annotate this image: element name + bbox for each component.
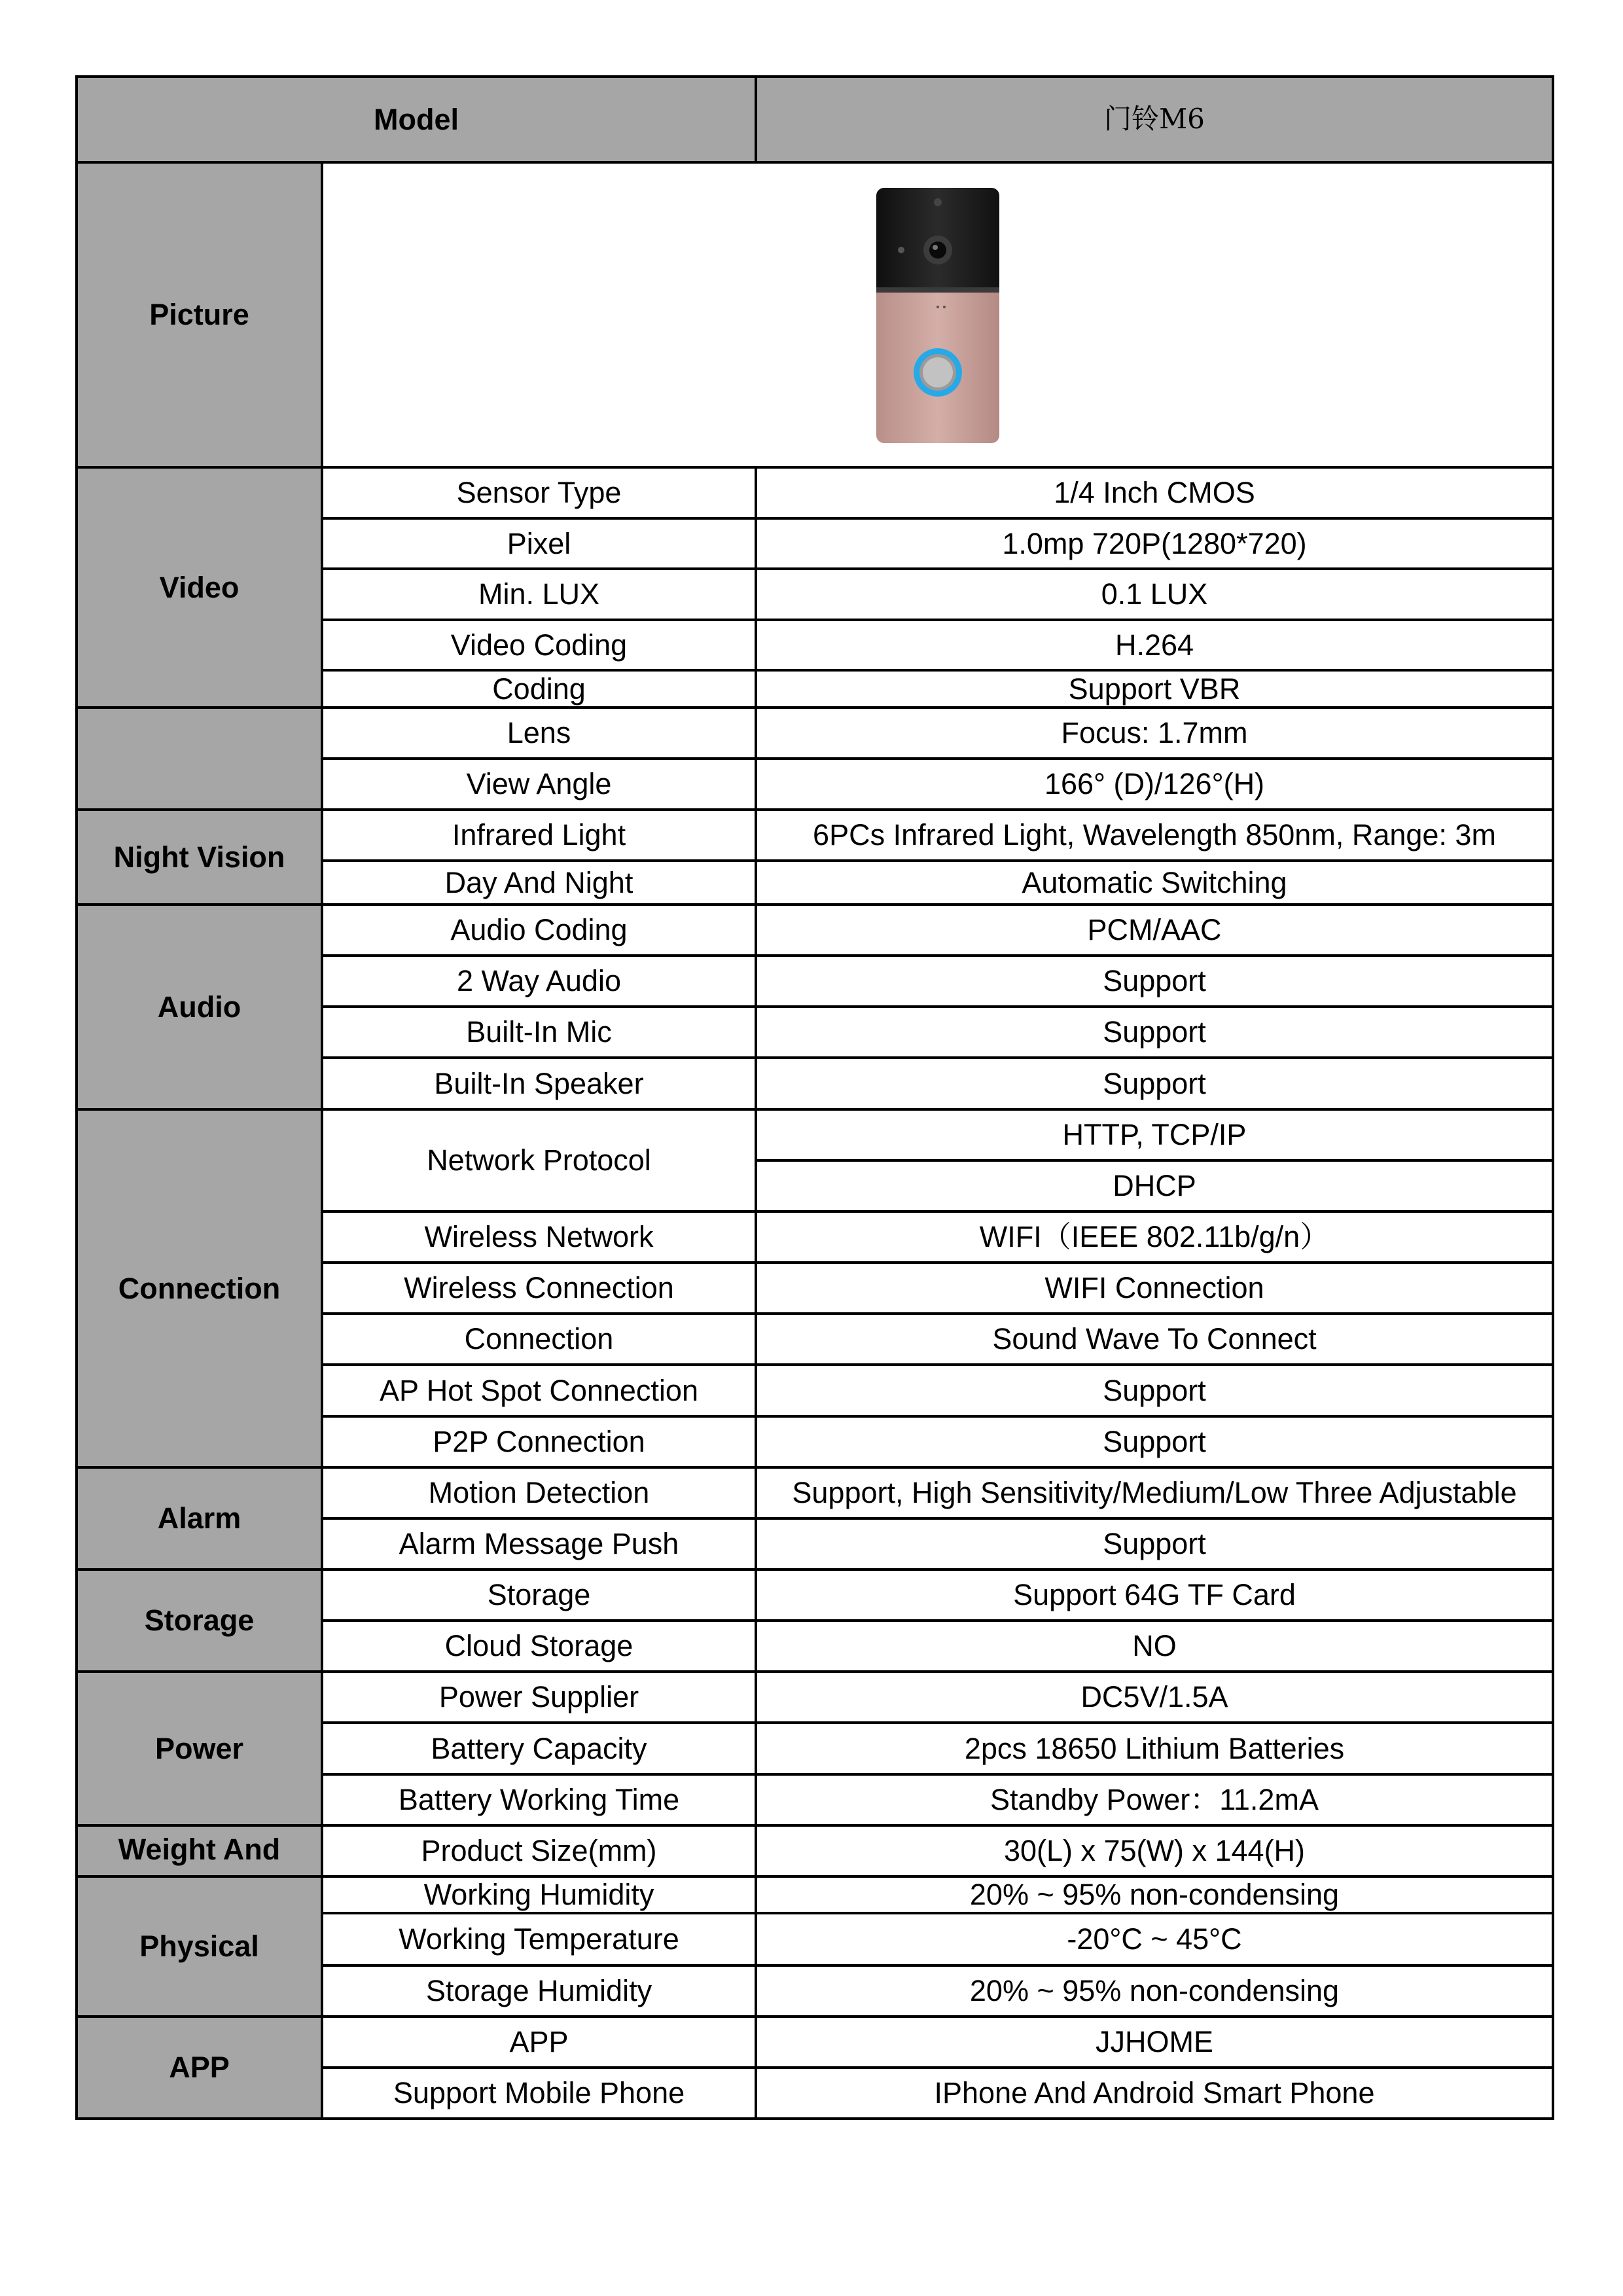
spec-label: Battery Capacity xyxy=(431,1731,647,1765)
grid-line xyxy=(321,2066,1554,2069)
spec-value: DHCP xyxy=(1113,1169,1196,1203)
grid-line xyxy=(321,1005,1554,1008)
spec-value: Support xyxy=(1103,1066,1206,1100)
spec-value: WIFI Connection xyxy=(1044,1271,1264,1305)
grid-line xyxy=(755,75,757,164)
grid-line xyxy=(321,1619,1554,1622)
spec-label: Battery Working Time xyxy=(398,1783,680,1817)
grid-line xyxy=(321,757,1554,760)
spec-value: Support VBR xyxy=(1068,672,1241,706)
spec-value: 20% ~ 95% non-condensing xyxy=(969,1878,1340,1912)
grid-line xyxy=(75,161,1554,164)
category-night-vision: Night Vision xyxy=(77,810,322,905)
spec-label: Network Protocol xyxy=(427,1143,651,1177)
grid-line xyxy=(75,808,1554,811)
spec-label: Audio Coding xyxy=(450,913,628,947)
spec-value: IPhone And Android Smart Phone xyxy=(934,2076,1375,2110)
grid-line xyxy=(321,1721,1554,1724)
category-weight-and-size: Weight And xyxy=(77,1825,322,1876)
spec-value: Automatic Switching xyxy=(1022,865,1287,899)
category-lens xyxy=(77,708,322,810)
grid-line xyxy=(321,1312,1554,1315)
spec-value: NO xyxy=(1132,1629,1177,1663)
grid-line xyxy=(1552,75,1554,2120)
spec-label: Working Humidity xyxy=(423,1878,654,1912)
spec-value: DC5V/1.5A xyxy=(1080,1680,1228,1714)
grid-line xyxy=(321,1912,1554,1914)
spec-value: 2pcs 18650 Lithium Batteries xyxy=(964,1731,1345,1765)
category-storage: Storage xyxy=(77,1570,322,1672)
grid-line xyxy=(321,669,1554,672)
spec-value: H.264 xyxy=(1115,628,1194,662)
spec-label: Coding xyxy=(492,672,586,706)
spec-value: 0.1 LUX xyxy=(1101,577,1208,611)
spec-label: Support Mobile Phone xyxy=(393,2076,685,2110)
grid-line xyxy=(75,1568,1554,1571)
spec-label: Power Supplier xyxy=(438,1680,639,1714)
spec-value: Sound Wave To Connect xyxy=(992,1322,1317,1356)
category-physical: Physical xyxy=(77,1876,322,2017)
category-video: Video xyxy=(77,467,322,708)
spec-label: Storage Humidity xyxy=(425,1974,652,2008)
category-audio: Audio xyxy=(77,905,322,1109)
grid-line xyxy=(75,466,1554,469)
category-connection: Connection xyxy=(77,1109,322,1467)
grid-line xyxy=(75,1875,1554,1878)
grid-line xyxy=(75,75,1554,78)
spec-label: Wireless Connection xyxy=(404,1271,674,1305)
spec-label: View Angle xyxy=(466,767,612,801)
spec-value: PCM/AAC xyxy=(1087,913,1222,947)
spec-label: Sensor Type xyxy=(456,476,622,510)
grid-line xyxy=(321,1773,1554,1776)
spec-label: Motion Detection xyxy=(428,1476,650,1510)
spec-label: Built-In Speaker xyxy=(434,1066,644,1100)
spec-value: Support 64G TF Card xyxy=(1013,1578,1296,1612)
spec-label: Lens xyxy=(507,716,571,750)
spec-value: Support xyxy=(1103,1425,1206,1459)
grid-line xyxy=(755,1159,1554,1162)
grid-line xyxy=(75,706,1554,709)
spec-label: Pixel xyxy=(507,526,571,560)
spec-label: Alarm Message Push xyxy=(399,1527,679,1561)
grid-line xyxy=(755,466,757,2120)
spec-label: Min. LUX xyxy=(478,577,600,611)
category-app: APP xyxy=(77,2017,322,2119)
grid-line xyxy=(321,954,1554,957)
spec-label: AP Hot Spot Connection xyxy=(380,1373,698,1407)
spec-value: Support xyxy=(1103,1373,1206,1407)
spec-value: -20°C ~ 45°C xyxy=(1067,1922,1242,1956)
spec-value: Standby Power：11.2mA xyxy=(990,1783,1319,1817)
spec-value: 1/4 Inch CMOS xyxy=(1054,476,1255,510)
grid-line xyxy=(321,859,1554,862)
spec-value: Focus: 1.7mm xyxy=(1061,716,1248,750)
picture-cell xyxy=(322,162,1553,467)
spec-label: Working Temperature xyxy=(399,1922,679,1956)
spec-value: JJHOME xyxy=(1096,2025,1213,2059)
spec-label: Storage xyxy=(487,1578,591,1612)
category-power: Power xyxy=(77,1672,322,1825)
grid-line xyxy=(75,75,78,2120)
spec-label: Connection xyxy=(464,1322,614,1356)
spec-value: 30(L) x 75(W) x 144(H) xyxy=(1003,1834,1306,1868)
grid-line xyxy=(321,1210,1554,1213)
spec-value: 1.0mp 720P(1280*720) xyxy=(1002,526,1307,560)
spec-value: WIFI（IEEE 802.11b/g/n） xyxy=(979,1220,1330,1254)
spec-value: 20% ~ 95% non-condensing xyxy=(969,1974,1340,2008)
grid-line xyxy=(321,1415,1554,1418)
grid-line xyxy=(321,567,1554,570)
spec-value: Support xyxy=(1103,1527,1206,1561)
grid-line xyxy=(321,1056,1554,1059)
spec-label: Product Size(mm) xyxy=(421,1834,657,1868)
spec-value: 6PCs Infrared Light, Wavelength 850nm, Range: 3m xyxy=(813,818,1496,852)
grid-line xyxy=(321,1363,1554,1366)
spec-label: Video Coding xyxy=(450,628,628,662)
grid-line xyxy=(75,1108,1554,1111)
spec-label: Cloud Storage xyxy=(444,1629,633,1663)
spec-value: 166° (D)/126°(H) xyxy=(1044,767,1265,801)
spec-label: APP xyxy=(509,2025,569,2059)
spec-label: 2 Way Audio xyxy=(457,964,621,998)
grid-line xyxy=(321,1517,1554,1520)
grid-line xyxy=(321,517,1554,520)
grid-line xyxy=(75,2015,1554,2018)
model-label: Model xyxy=(77,77,756,162)
spec-label: P2P Connection xyxy=(433,1425,645,1459)
grid-line xyxy=(321,1261,1554,1264)
spec-label: Built-In Mic xyxy=(466,1015,612,1049)
grid-line xyxy=(321,1964,1554,1967)
spec-label: Wireless Network xyxy=(424,1220,654,1254)
spec-value: HTTP, TCP/IP xyxy=(1062,1118,1247,1152)
category-alarm: Alarm xyxy=(77,1467,322,1570)
doorbell-product-image xyxy=(872,184,1003,446)
grid-line xyxy=(75,1466,1554,1469)
spec-label: Day And Night xyxy=(444,865,633,899)
spec-value: Support xyxy=(1103,964,1206,998)
grid-line xyxy=(321,619,1554,621)
grid-line xyxy=(75,2117,1554,2120)
grid-line xyxy=(75,1670,1554,1673)
spec-label: Infrared Light xyxy=(452,818,626,852)
model-value: 门铃M6 xyxy=(756,77,1553,162)
spec-value: Support xyxy=(1103,1015,1206,1049)
spec-value: Support, High Sensitivity/Medium/Low Three Adjustable xyxy=(792,1476,1517,1510)
grid-line xyxy=(75,903,1554,906)
grid-line xyxy=(75,1824,1554,1827)
picture-label: Picture xyxy=(77,162,322,467)
